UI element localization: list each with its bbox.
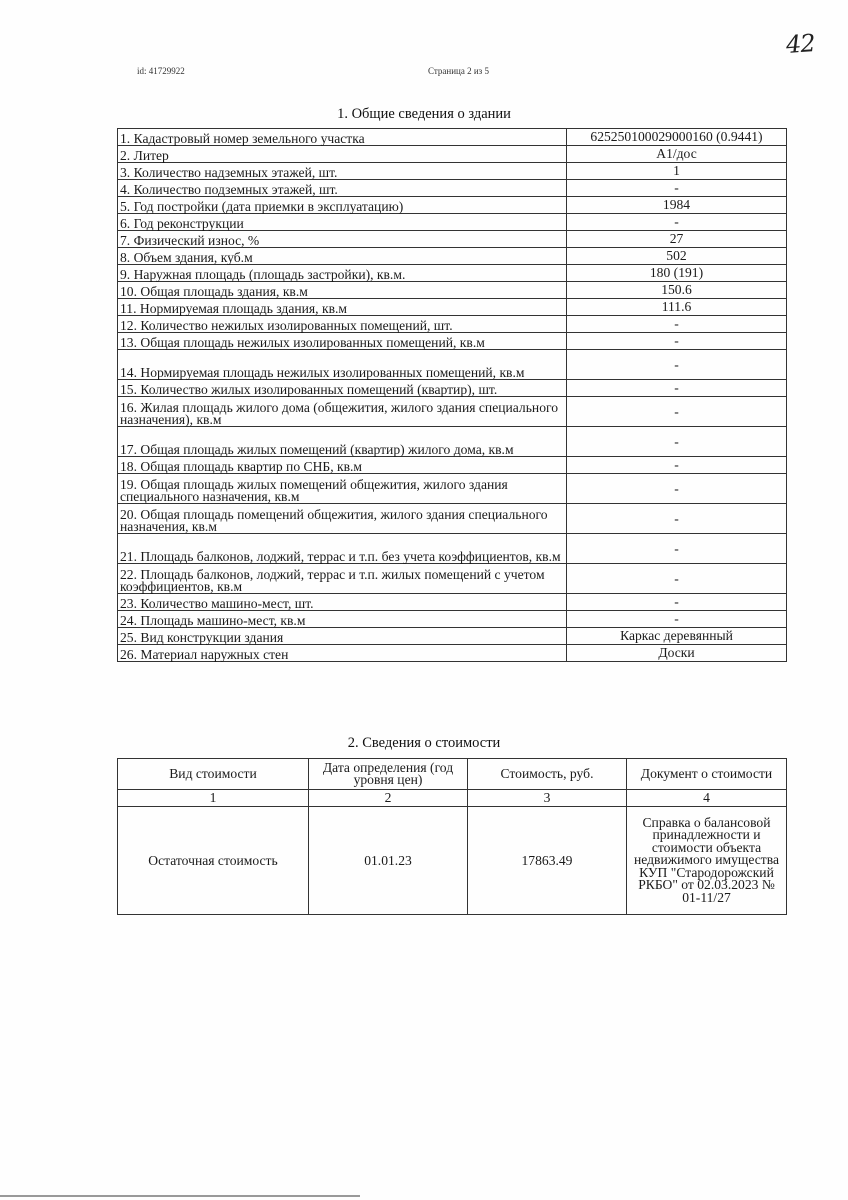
table-row xyxy=(118,282,787,299)
table-row xyxy=(118,427,787,457)
row-label: 17. Общая площадь жилых помещений (квартир) жилого дома, кв.м xyxy=(118,427,567,457)
table-row xyxy=(118,474,787,504)
row-label: 15. Количество жилых изолированных помещений (квартир), шт. xyxy=(118,380,567,397)
table-row xyxy=(118,628,787,645)
section2-title: 2. Сведения о стоимости xyxy=(347,735,501,751)
row-value: A1/дос xyxy=(567,146,787,163)
row-label: 24. Площадь машино-мест, кв.м xyxy=(118,611,567,628)
row-label: 3. Количество надземных этажей, шт. xyxy=(118,163,567,180)
table-row xyxy=(118,397,787,427)
row-value: - xyxy=(567,457,787,474)
row-label: 23. Количество машино-мест, шт. xyxy=(118,594,567,611)
row-label: 20. Общая площадь помещений общежития, жилого здания специального назначения, кв.м xyxy=(118,504,567,534)
row-label: 6. Год реконструкции xyxy=(118,214,567,231)
row-value: 111.6 xyxy=(567,299,787,316)
table-row xyxy=(118,534,787,564)
table-row xyxy=(118,299,787,316)
cost-date: 01.01.23 xyxy=(309,807,468,915)
table-row xyxy=(118,807,787,915)
table-row xyxy=(118,231,787,248)
row-label: 22. Площадь балконов, лоджий, террас и т.п. жилых помещений с учетом коэффициентов, кв.м xyxy=(118,564,567,594)
cost-type: Остаточная стоимость xyxy=(118,807,309,915)
building-info-table xyxy=(117,128,787,662)
row-value: 625250100029000160 (0.9441) xyxy=(567,129,787,146)
column-number: 3 xyxy=(468,790,627,807)
row-label: 10. Общая площадь здания, кв.м xyxy=(118,282,567,299)
row-value: - xyxy=(567,504,787,534)
row-value: - xyxy=(567,397,787,427)
row-value: Каркас деревянный xyxy=(567,628,787,645)
table-row xyxy=(118,645,787,662)
table-row xyxy=(118,265,787,282)
row-label: 8. Объем здания, куб.м xyxy=(118,248,567,265)
table-row xyxy=(118,594,787,611)
table-header-row xyxy=(118,759,787,790)
row-label: 13. Общая площадь нежилых изолированных помещений, кв.м xyxy=(118,333,567,350)
section1-title: 1. Общие сведения о здании xyxy=(337,106,511,122)
row-label: 1. Кадастровый номер земельного участка xyxy=(118,129,567,146)
document-id: id: 41729922 xyxy=(137,66,185,76)
row-value: - xyxy=(567,611,787,628)
table-row xyxy=(118,180,787,197)
row-value: - xyxy=(567,214,787,231)
row-value: - xyxy=(567,427,787,457)
row-label: 11. Нормируемая площадь здания, кв.м xyxy=(118,299,567,316)
row-label: 5. Год постройки (дата приемки в эксплуатацию) xyxy=(118,197,567,214)
row-value: 180 (191) xyxy=(567,265,787,282)
table-row xyxy=(118,248,787,265)
row-value: - xyxy=(567,180,787,197)
table-row xyxy=(118,564,787,594)
row-label: 19. Общая площадь жилых помещений общежития, жилого здания специального назначения, кв.м xyxy=(118,474,567,504)
row-value: - xyxy=(567,534,787,564)
row-value: 1 xyxy=(567,163,787,180)
row-value: - xyxy=(567,564,787,594)
column-header: Стоимость, руб. xyxy=(468,759,627,790)
table-row xyxy=(118,129,787,146)
column-number: 2 xyxy=(309,790,468,807)
row-value: 150.6 xyxy=(567,282,787,299)
row-label: 14. Нормируемая площадь нежилых изолированных помещений, кв.м xyxy=(118,350,567,380)
column-header: Документ о стоимости xyxy=(627,759,787,790)
row-label: 7. Физический износ, % xyxy=(118,231,567,248)
table-row xyxy=(118,146,787,163)
row-value: - xyxy=(567,380,787,397)
row-label: 25. Вид конструкции здания xyxy=(118,628,567,645)
row-label: 4. Количество подземных этажей, шт. xyxy=(118,180,567,197)
scan-edge-line xyxy=(0,1195,360,1197)
page-indicator: Страница 2 из 5 xyxy=(428,66,489,76)
row-value: 502 xyxy=(567,248,787,265)
column-number: 1 xyxy=(118,790,309,807)
table-row xyxy=(118,214,787,231)
row-value: - xyxy=(567,594,787,611)
row-label: 2. Литер xyxy=(118,146,567,163)
table-row xyxy=(118,163,787,180)
table-row xyxy=(118,457,787,474)
row-label: 21. Площадь балконов, лоджий, террас и т.п. без учета коэффициентов, кв.м xyxy=(118,534,567,564)
row-label: 26. Материал наружных стен xyxy=(118,645,567,662)
row-label: 12. Количество нежилых изолированных помещений, шт. xyxy=(118,316,567,333)
column-header: Дата определения (год уровня цен) xyxy=(309,759,468,790)
table-row xyxy=(118,333,787,350)
row-value: - xyxy=(567,316,787,333)
row-value: - xyxy=(567,350,787,380)
row-label: 9. Наружная площадь (площадь застройки), кв.м. xyxy=(118,265,567,282)
cost-document: Справка о балансовой принадлежности и стоимости объекта недвижимого имущества КУП "Стародорожский РКБО" от 02.03.2023 № 01-11/27 xyxy=(627,807,787,915)
table-row xyxy=(118,197,787,214)
handwritten-page-number: 42 xyxy=(785,29,816,59)
row-value: 27 xyxy=(567,231,787,248)
table-row xyxy=(118,350,787,380)
row-label: 18. Общая площадь квартир по СНБ, кв.м xyxy=(118,457,567,474)
row-value: - xyxy=(567,333,787,350)
row-label: 16. Жилая площадь жилого дома (общежития, жилого здания специального назначения), кв.м xyxy=(118,397,567,427)
table-row xyxy=(118,504,787,534)
column-header: Вид стоимости xyxy=(118,759,309,790)
row-value: - xyxy=(567,474,787,504)
cost-value: 17863.49 xyxy=(468,807,627,915)
cost-info-table xyxy=(117,758,787,915)
table-row xyxy=(118,611,787,628)
column-number-row xyxy=(118,790,787,807)
table-row xyxy=(118,380,787,397)
row-value: 1984 xyxy=(567,197,787,214)
column-number: 4 xyxy=(627,790,787,807)
row-value: Доски xyxy=(567,645,787,662)
table-row xyxy=(118,316,787,333)
